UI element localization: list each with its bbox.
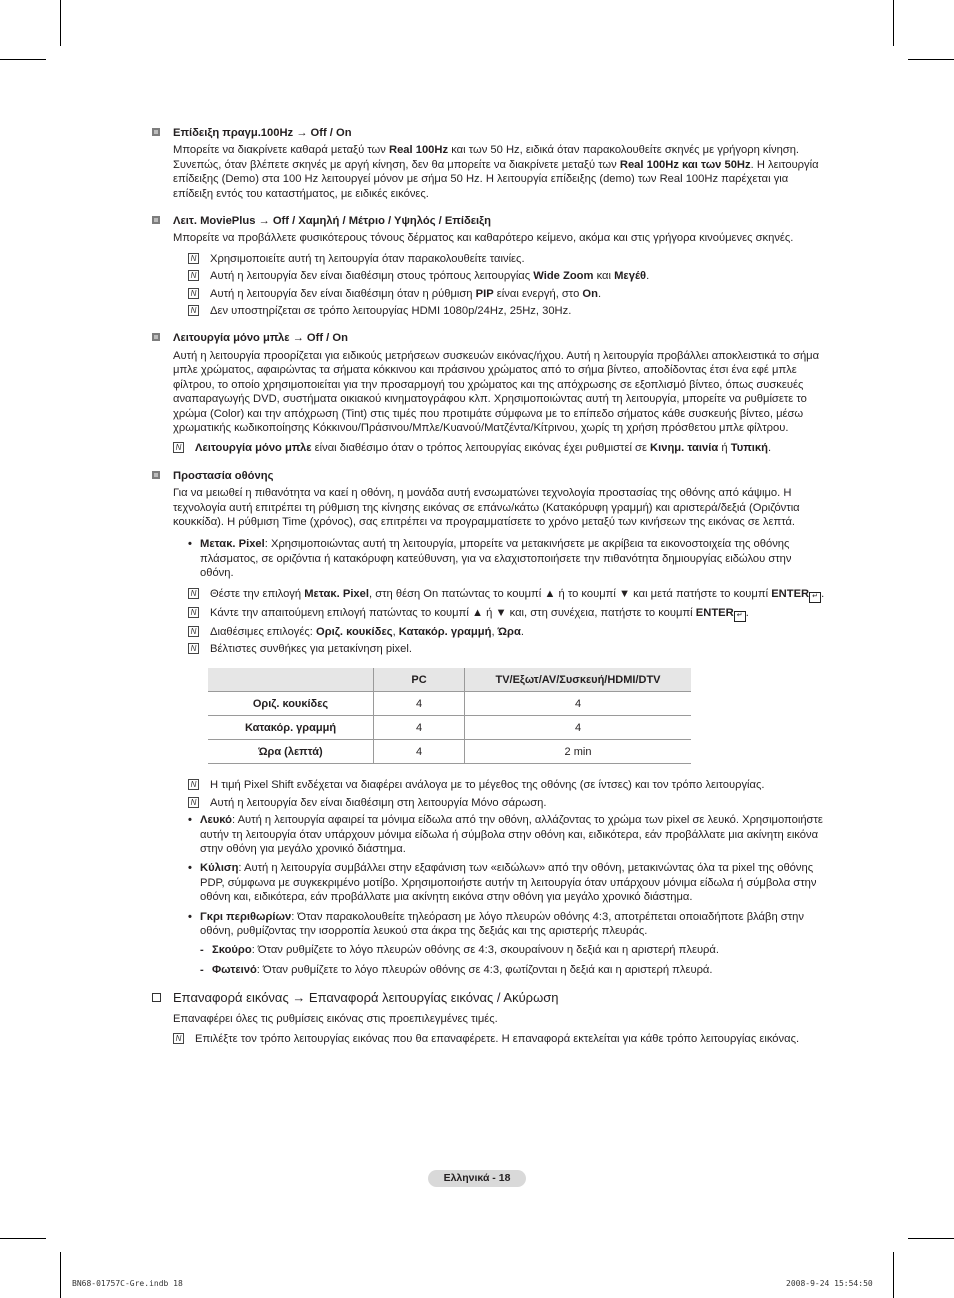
bullet-dot: • (188, 862, 192, 875)
note-icon: N (188, 643, 199, 654)
note-text: ή (718, 442, 731, 455)
table-cell: 4 (374, 740, 465, 764)
note-text: . (767, 442, 772, 455)
text: Μπορείτε να διακρίνετε καθαρά μεταξύ των (173, 144, 389, 157)
page-content (152, 126, 828, 1046)
section-body (173, 143, 828, 201)
section-title: Λειτουργία μόνο μπλε → Off / On (173, 332, 348, 345)
note-icon: N (188, 305, 199, 316)
table-row (208, 716, 691, 740)
note-icon: N (188, 779, 199, 790)
section-movieplus (152, 214, 828, 318)
note-text: , (491, 625, 498, 638)
note-text-bold: ENTER (695, 606, 734, 619)
note-text-bold: Μεγέθ (614, 270, 647, 283)
note (173, 1032, 828, 1046)
bullet-dot: • (188, 538, 192, 551)
section-picture-reset (152, 991, 828, 1046)
note-text: Αυτή η λειτουργία δεν είναι διαθέσιμη όταν η ρύθμιση (210, 287, 476, 300)
dash-item-dark (200, 943, 828, 957)
crop-mark (60, 0, 61, 46)
note-icon: N (173, 442, 184, 453)
bullet-dot: • (188, 814, 192, 827)
note-text: Αυτή η λειτουργία δεν είναι διαθέσιμη στη λειτουργία Μόνο σάρωση. (210, 796, 547, 809)
crop-mark (908, 59, 954, 60)
note-text: Χρησιμοποιείτε αυτή τη λειτουργία όταν παρακολουθείτε ταινίες. (210, 252, 525, 265)
note-text: . (520, 625, 524, 638)
square-bullet-icon (152, 128, 160, 136)
table-header-cell: TV/Εξωτ/AV/Συσκευή/HDMI/DTV (465, 668, 692, 692)
note-text: Αυτή η λειτουργία δεν είναι διαθέσιμη στους τρόπους λειτουργίας (210, 270, 534, 283)
crop-mark (0, 59, 46, 60)
bullet-text: : Αυτή η λειτουργία αφαιρεί τα μόνιμα είδωλα από την οθόνη, αλλάζοντας το χρώμα των pixel σε λευκό. Χρησιμοποιήστε αυτήν τη λειτουργία όταν υπάρχουν μόνιμα είδωλα ή σύμβολα στην οθόνη και, ειδικότερα, εάν προβάλλατε μια ακίνητη εικόνα στην οθόνη για μεγάλο χρονικό διάστημα. (200, 814, 823, 855)
note (188, 252, 828, 266)
crop-mark (0, 1238, 46, 1239)
note (188, 606, 828, 622)
note-text-bold: On (582, 287, 598, 300)
section-body: Αυτή η λειτουργία προορίζεται για ειδικούς μετρήσεων συσκευών εικόνας/ήχου. Αυτή η λειτουργία προβάλλει αποκλειστικά το σήμα μπλε χρώματος, αφαιρώντας τα σήματα κόκκινου και πράσινου χρώματος από το σήμα βίντεο, αποδίδοντας έτσι ένα εφέ μπλε φίλτρου, το οποίο χρησιμοποιείται για την προσαρμογή του χρώματος και της απόχρωσης σε εξοπλισμό βίντεο, όπως συσκευές αναπαραγωγής DVD, συστήματα οικιακού κινηματογράφου κλπ. Χρησιμοποιώντας αυτή τη λειτουργία, μπορείτε να ρυθμίσετε το χρώμα (Color) και την απόχρωση (Tint) στις τιμές που προτιμάτε σύμφωνα με το επίπεδο σήματος κάθε συσκευής βίντεο, μέσω χρωματικής κωδικοποίησης Κόκκινου/Πράσινου/Μπλε/Κυανού/Ματζέντα/Κίτρινου, χωρίς τη χρήση πρόσθετου μπλε φίλτρου. (173, 349, 820, 434)
dash-item-light (200, 963, 828, 977)
note-text: . (646, 270, 650, 283)
bullet-text: : Χρησιμοποιώντας αυτή τη λειτουργία, μπορείτε να μετακινήσετε με ακρίβεια τα εικονοστοιχεία της οθόνης πλάσματος, σε οριζόντια ή κατακόρυφη κατεύθυνση, για να ελαχιστοποιήσετε την πιθανότητα δημιουργίας ειδώλου στην οθόνη. (200, 538, 792, 580)
note-text: και (593, 270, 615, 283)
note-text: , (392, 625, 399, 638)
note-icon: N (188, 270, 199, 281)
note-text: Δεν υποστηρίζεται σε τρόπο λειτουργίας HDMI 1080p/24Hz, 25Hz, 30Hz. (210, 305, 572, 318)
note-text-bold: Τυπική (730, 442, 768, 455)
print-timestamp: 2008-9-24 15:54:50 (786, 1279, 873, 1288)
print-file-info: BN68-01757C-Gre.indb 18 (72, 1279, 183, 1288)
checkbox-icon (152, 993, 161, 1002)
section-title: Προστασία οθόνης (173, 469, 274, 482)
note-text-bold: PIP (475, 287, 494, 300)
table-cell: 4 (465, 716, 692, 740)
dash-mark: - (200, 944, 204, 957)
text: . Η λειτουργία επίδειξης (Demo) στα 100 Hz λειτουργεί μόνον με σήμα 50 Hz. Η λειτουργία επίδειξης (demo) των Real 100Hz παρέχεται για επίδειξη εντός του καταστήματος, με ειδικές εικόνες. (173, 158, 819, 200)
note-text: Διαθέσιμες επιλογές: (210, 625, 316, 638)
crop-mark (893, 0, 894, 46)
enter-icon: ↵ (734, 611, 746, 622)
dash-title: Φωτεινό (212, 963, 257, 976)
section-body: Επαναφέρει όλες τις ρυθμίσεις εικόνας στις προεπιλεγμένες τιμές. (173, 1012, 498, 1025)
note (188, 587, 828, 603)
dash-title: Σκούρο (212, 944, 252, 957)
section-title: Επίδειξη πραγμ.100Hz → Off / On (173, 127, 352, 139)
table-cell: 2 min (465, 740, 692, 764)
table-header-cell (208, 668, 374, 692)
note-text-bold: Οριζ. κουκίδες (316, 625, 393, 638)
note-text: είναι διαθέσιμο όταν ο τρόπος λειτουργίας εικόνας έχει ρυθμιστεί σε (311, 442, 651, 455)
note-icon: N (188, 797, 199, 808)
bullet-title: Λευκό (200, 814, 232, 827)
dash-text: : Όταν ρυθμίζετε το λόγο πλευρών οθόνης σε 4:3, φωτίζονται η δεξιά και η αριστερή πλευρά. (256, 963, 713, 976)
note (188, 642, 828, 656)
note (188, 778, 828, 792)
bullet-text: : Όταν παρακολουθείτε τηλεόραση με λόγο πλευρών οθόνης 4:3, αποτρέπεται οποιαδήποτε βλάβη στην οθόνη, ρυθμίζοντας την ισορροπία λευκού στα άκρα της δεξιάς και της αριστερής πλευράς. (200, 910, 804, 938)
crop-mark (908, 1238, 954, 1239)
note-text: Θέστε την επιλογή (210, 587, 305, 600)
pixel-shift-table (208, 668, 691, 764)
note (188, 287, 828, 301)
note (173, 441, 828, 455)
square-bullet-icon (152, 216, 160, 224)
note-text: . (821, 587, 825, 600)
crop-mark (60, 1252, 61, 1298)
table-cell: 4 (374, 716, 465, 740)
note-icon: N (188, 626, 199, 637)
section-body: Για να μειωθεί η πιθανότητα να καεί η οθόνη, η μονάδα αυτή ενσωματώνει τεχνολογία προστασίας της οθόνης από κάψιμο. Η τεχνολογία αυτή επιτρέπει τη ρύθμιση της κίνησης εικόνας σε επάνω/κάτω (Κατακόρυφη γραμμή) και αριστερά/δεξιά (Οριζόντια κουκκίδα). Η ρύθμιση Time (χρόνος), σας επιτρέπει να προγραμματίσετε το χρόνο μεταξύ των κινήσεων της εικόνας σε λεπτά. (173, 487, 800, 528)
note-text-bold: Wide Zoom (533, 270, 594, 283)
table-row (208, 692, 691, 716)
note-text: Η τιμή Pixel Shift ενδέχεται να διαφέρει ανάλογα με το μέγεθος της οθόνης (σε ίντσες) και τον τρόπο λειτουργίας. (210, 779, 765, 792)
square-bullet-icon (152, 333, 160, 341)
table-cell: 4 (465, 692, 692, 716)
section-title: Επαναφορά εικόνας → Επαναφορά λειτουργίας εικόνας / Ακύρωση (173, 990, 559, 1006)
table-header-cell: PC (374, 668, 465, 692)
bullet-side-gray (188, 910, 828, 939)
bullet-white (188, 813, 828, 856)
section-real-100hz-demo (152, 126, 828, 201)
bullet-title: Κύλιση (200, 862, 239, 875)
note (188, 796, 828, 810)
dash-mark: - (200, 963, 204, 976)
text: και των 50 Hz, ειδικά όταν παρακολουθείτε σκηνές με γρήγορη κίνηση. Συνεπώς, όταν βλέπετε σκηνές με αργή κίνηση, δεν θα μπορείτε να διακρίνετε μεταξύ των (173, 144, 800, 171)
section-body: Μπορείτε να προβάλλετε φυσικότερους τόνους δέρματος και καθαρότερο κείμενο, ακόμα και στις γρήγορα κινούμενες σκηνές. (173, 232, 794, 245)
note-text-bold: Λειτουργία μόνο μπλε (195, 442, 312, 455)
text-bold: Real 100Hz (389, 144, 449, 157)
note-text: Κάντε την απαιτούμενη επιλογή πατώντας το κουμπί ▲ ή ▼ και, στη συνέχεια, πατήστε το κουμπί (210, 606, 696, 619)
bullet-title: Γκρι περιθωρίων (200, 910, 292, 923)
section-title: Λειτ. MoviePlus → Off / Χαμηλή / Μέτριο / Υψηλός / Επίδειξη (173, 215, 491, 228)
note (188, 269, 828, 283)
note-text-bold: Κατακόρ. γραμμή (398, 625, 492, 638)
dash-text: : Όταν ρυθμίζετε το λόγο πλευρών οθόνης σε 4:3, σκουραίνουν η δεξιά και η αριστερή πλευρά. (251, 944, 719, 957)
note-icon: N (188, 607, 199, 618)
bullet-scroll (188, 861, 828, 904)
section-blue-only-mode (152, 331, 828, 455)
page-number-badge: Ελληνικά - 18 (428, 1170, 526, 1187)
note-text: Βέλτιστες συνθήκες για μετακίνηση pixel. (210, 642, 412, 655)
section-screen-burn-protection (152, 469, 828, 978)
note (188, 625, 828, 639)
note-text-bold: Κινημ. ταινία (650, 442, 719, 455)
note-text-bold: ENTER (771, 587, 810, 600)
enter-icon: ↵ (809, 592, 821, 603)
crop-mark (893, 1252, 894, 1298)
note (188, 304, 828, 318)
note-text: Επιλέξτε τον τρόπο λειτουργίας εικόνας που θα επαναφέρετε. Η επαναφορά εκτελείται για κάθε τρόπο λειτουργίας εικόνας. (195, 1033, 800, 1046)
note-icon: N (188, 588, 199, 599)
note-text-bold: Μετακ. Pixel (304, 587, 369, 600)
note-text: είναι ενεργή, στο (493, 287, 583, 300)
table-cell: 4 (374, 692, 465, 716)
note-icon: N (188, 253, 199, 264)
table-header-row (208, 668, 691, 692)
table-cell: Ώρα (λεπτά) (208, 740, 374, 764)
note-text-bold: Ώρα (497, 625, 521, 638)
bullet-pixel-shift (188, 537, 828, 580)
bullet-dot: • (188, 910, 192, 923)
square-bullet-icon (152, 471, 160, 479)
bullet-title: Μετακ. Pixel (200, 538, 265, 551)
table-cell: Κατακόρ. γραμμή (208, 716, 374, 740)
note-text: . (745, 606, 749, 619)
table-row (208, 740, 691, 764)
note-icon: N (188, 288, 199, 299)
text-bold: Real 100Hz και των 50Hz (619, 158, 751, 171)
note-text: . (597, 287, 602, 300)
table-cell: Οριζ. κουκίδες (208, 692, 374, 716)
note-text: , στη θέση On πατώντας το κουμπί ▲ ή το κουμπί ▼ και μετά πατήστε το κουμπί (368, 587, 772, 600)
note-icon: N (173, 1033, 184, 1044)
bullet-text: : Αυτή η λειτουργία συμβάλλει στην εξαφάνιση των «ειδώλων» από την οθόνη, μετακινώντας όλα τα pixel της οθόνης PDP, σύμφωνα με συγκεκριμένο μοτίβο. Χρησιμοποιήστε αυτήν τη λειτουργία όταν υπάρχουν μόνιμα είδωλα ή σύμβολα στην οθόνη και, ειδικότερα, εάν προβάλλατε μια ακίνητη εικόνα στην οθόνη για μεγάλο χρονικό διάστημα. (200, 862, 817, 904)
